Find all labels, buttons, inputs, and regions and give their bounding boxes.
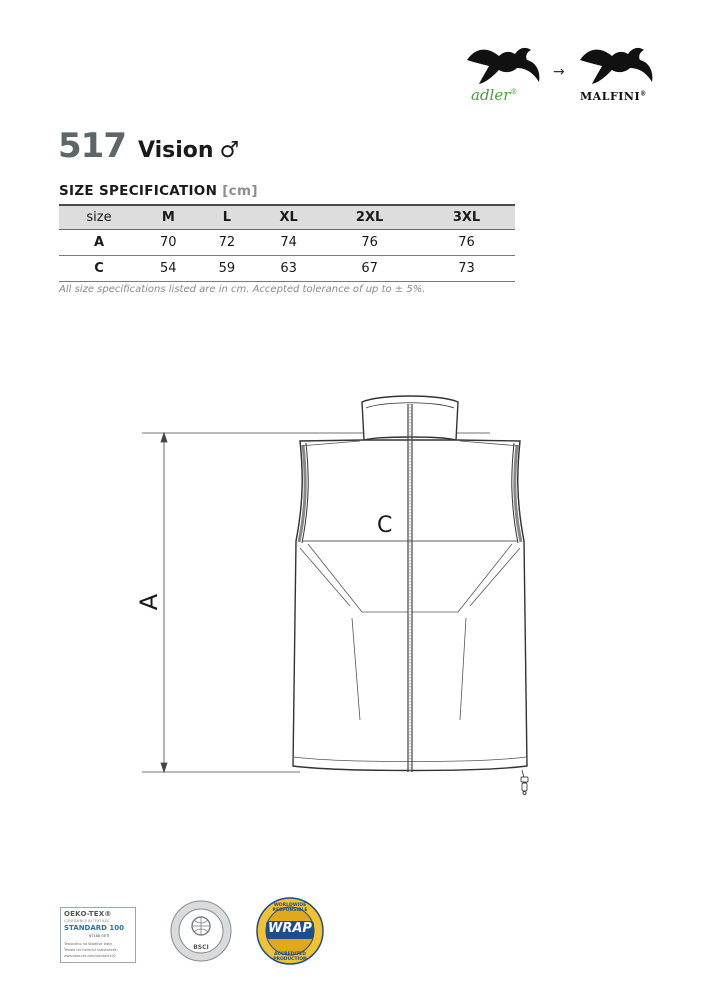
- table-cell: 76: [458, 235, 475, 250]
- bsci-seal-icon: [170, 900, 232, 962]
- size-header-cell: 2XL: [355, 210, 384, 225]
- oeko-line3: www.oeko-tex.com/standard100: [64, 954, 116, 958]
- wrap-top-text: WORLDWIDE RESPONSIBLE: [272, 903, 308, 913]
- oeko-code: 67168 OETI: [89, 934, 110, 938]
- table-cell: 76: [361, 235, 378, 250]
- table-cell: 73: [458, 261, 475, 276]
- oeko-line1: Testováno na škodlivé látky.: [64, 942, 113, 946]
- table-cell: 72: [218, 235, 236, 250]
- oeko-subtitle: CONFIDENCE IN TEXTILES: [64, 919, 110, 923]
- row-label: A: [93, 235, 105, 250]
- row-label: C: [94, 261, 104, 276]
- tolerance-note: All size specifications listed are in cm. Accepted tolerance of up to ± 5%.: [59, 284, 426, 295]
- table-cell: 67: [361, 261, 378, 276]
- size-spec-title: SIZE SPECIFICATION: [59, 183, 218, 199]
- oeko-standard: STANDARD 100: [64, 924, 125, 932]
- malfini-text: MALFINI: [580, 90, 641, 103]
- malfini-registered: ®: [640, 90, 647, 98]
- table-cell: 70: [160, 235, 177, 250]
- size-header-cell: XL: [279, 210, 298, 225]
- table-cell: 63: [280, 261, 297, 276]
- table-cell: 54: [160, 261, 177, 276]
- drawcord-toggle-icon: [521, 770, 528, 795]
- measure-c-label: C: [377, 513, 393, 538]
- measure-a-label: A: [135, 593, 164, 611]
- rebrand-arrow: →: [553, 64, 565, 80]
- wrap-bottom-text: ACCREDITED PRODUCTION: [273, 952, 307, 962]
- size-header-label: size: [86, 210, 112, 225]
- size-header-cell: M: [161, 210, 175, 225]
- oeko-tex-badge: [60, 907, 136, 963]
- wrap-name: WRAP: [268, 921, 312, 936]
- adler-text: adler: [471, 86, 511, 104]
- wrap-badge: [256, 897, 324, 965]
- size-header-cell: 3XL: [452, 210, 481, 225]
- product-code: 517: [58, 126, 126, 166]
- table-cell: 59: [218, 261, 236, 276]
- size-spec-unit: [cm]: [222, 183, 258, 199]
- adler-registered: ®: [510, 88, 518, 96]
- vest-collar: [362, 396, 458, 440]
- product-name: Vision: [137, 138, 214, 163]
- male-gender-icon: ♂: [219, 138, 240, 163]
- table-cell: 74: [280, 235, 297, 250]
- vest-zipper: [408, 404, 412, 772]
- bsci-label: BSCI: [193, 944, 209, 951]
- bsci-badge: [170, 900, 232, 962]
- oeko-title: OEKO-TEX®: [64, 910, 112, 918]
- size-header-cell: L: [222, 210, 232, 225]
- oeko-line2: Tested for harmful substances.: [64, 948, 118, 952]
